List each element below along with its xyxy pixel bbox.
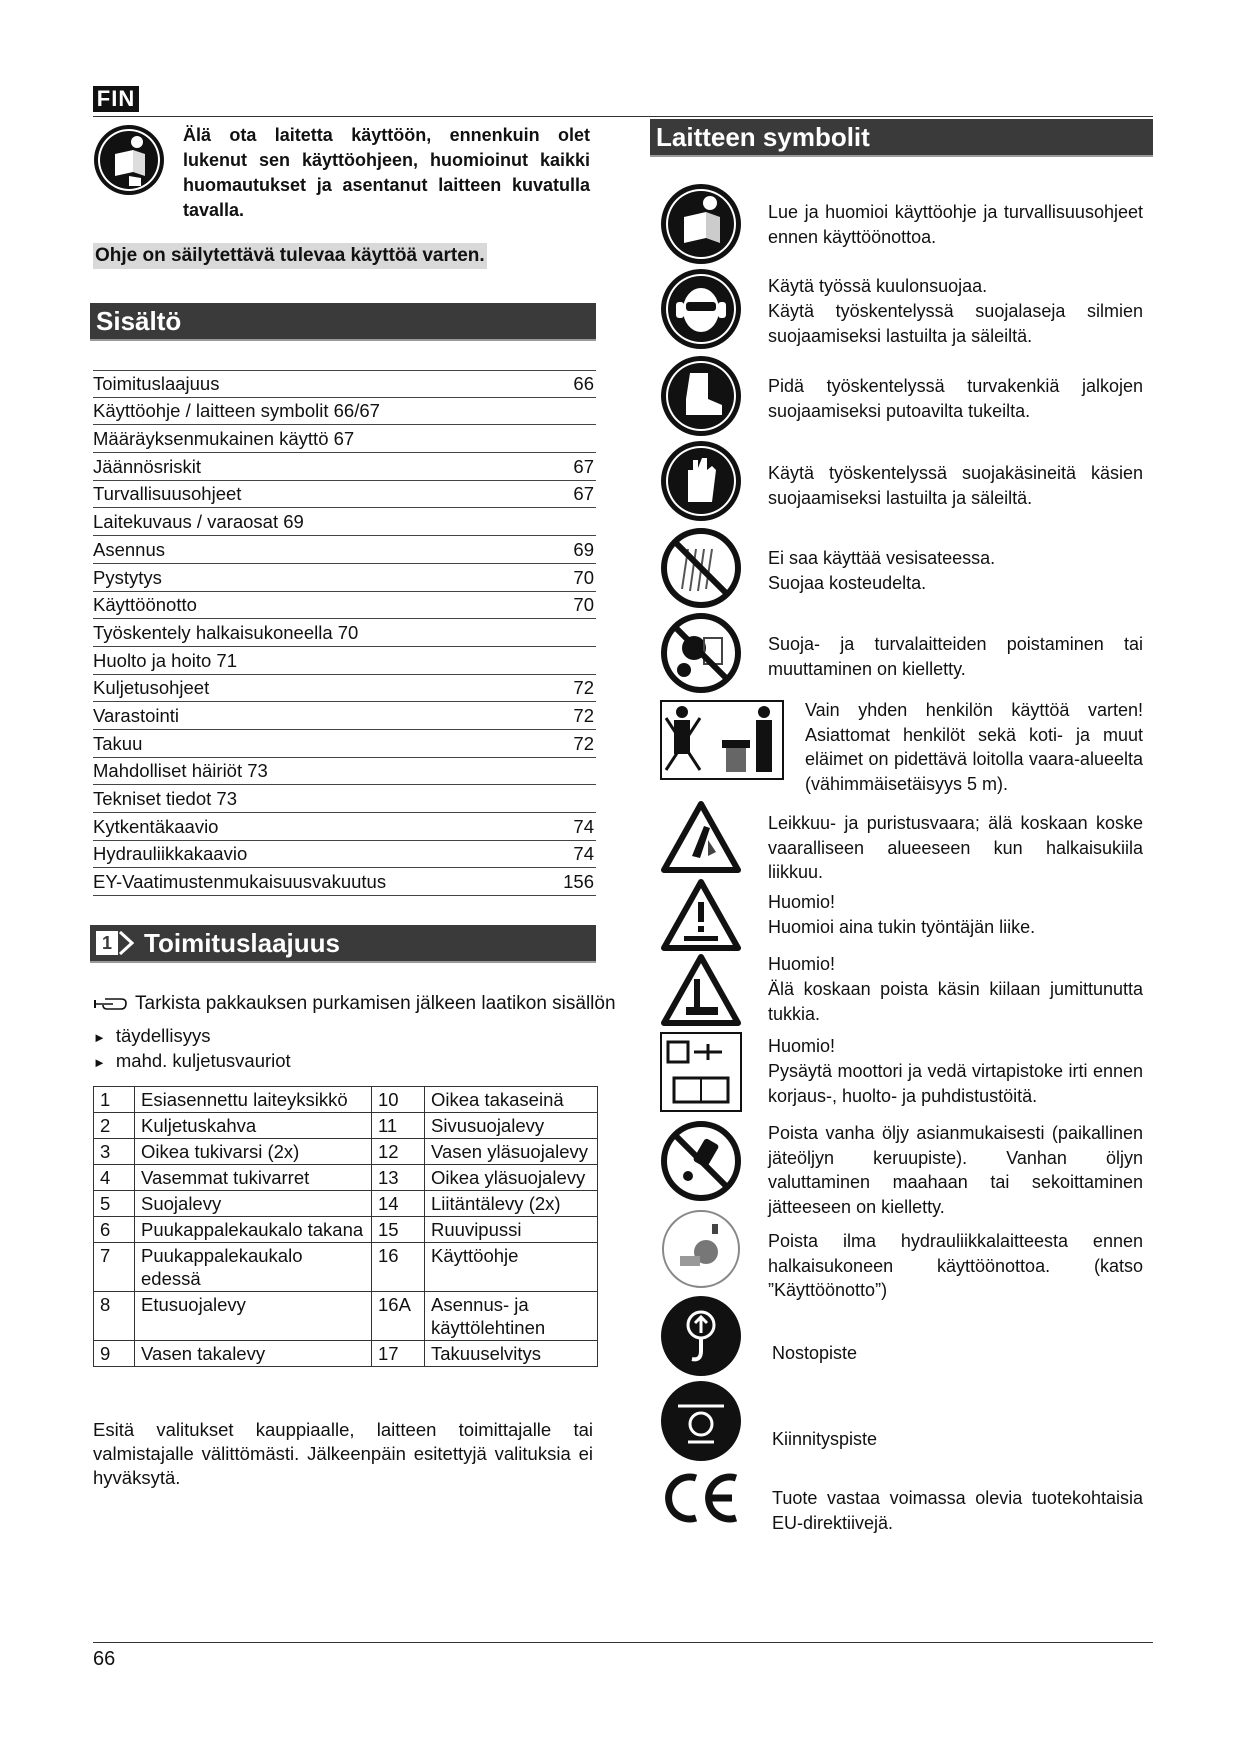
keep-manual-note: Ohje on säilytettävä tulevaa käyttöä varten. (93, 243, 487, 269)
toc-label: Hydrauliikkakaavio (93, 843, 248, 865)
part-number: 3 (94, 1139, 135, 1165)
toc-item (93, 536, 596, 564)
bullet-arrow-icon: ► (93, 1055, 106, 1070)
toc-label: Takuu (93, 732, 143, 754)
bullet-arrow-icon: ► (93, 1030, 106, 1045)
table-row (94, 1217, 598, 1243)
unpack-hint (93, 993, 616, 1015)
toc-item (93, 453, 596, 481)
toc-page: 72 (573, 677, 594, 699)
toc-page: 72 (573, 704, 594, 726)
toc-item (93, 592, 596, 620)
complaint-note: Esitä valitukset kauppiaalle, laitteen toimittajalle tai valmistajalle välittömästi. Jälkeenpäin esitettyjä valituksia ei hyväksytä. (93, 1419, 593, 1488)
hydraulic-vent-icon (660, 1208, 742, 1290)
pusher-warning-icon (660, 878, 742, 952)
symbols-heading: Laitteen symbolit (650, 119, 1153, 157)
no-oil-dumping-icon (660, 1120, 742, 1202)
part-name: Oikea tukivarsi (2x) (135, 1139, 372, 1165)
lifting-point-icon (660, 1295, 742, 1377)
read-manual-icon (660, 183, 742, 265)
part-name: Vasemmat tukivarret (135, 1165, 372, 1191)
symbol-text: Älä koskaan poista käsin kiilaan jumittunutta tukkia. (768, 979, 1143, 1024)
symbol-text: Huomio! (768, 1036, 836, 1056)
toc-page: 66 (573, 372, 594, 394)
toc-label: Varastointi (93, 704, 180, 726)
toc-item (93, 619, 596, 647)
jammed-log-warning-icon (660, 953, 742, 1027)
symbol-text: Pysäytä moottori ja vedä virtapistoke irti ennen korjaus-, huolto- ja puhdistustöitä. (768, 1061, 1143, 1106)
pointing-hand-icon (93, 996, 127, 1012)
symbol-text: Suojaa kosteudelta. (768, 573, 927, 593)
toc-item (93, 841, 596, 869)
toc-item (93, 702, 596, 730)
toc-page: 67 (573, 483, 594, 505)
section-number-badge (96, 928, 134, 958)
toc-label: Jäännösriskit (93, 455, 201, 477)
symbol-text: Käytä työskentelyssä suojakäsineitä käsien suojaamiseksi lastuilta ja säleiltä. (768, 463, 1143, 508)
toc-label: Käyttöohje / laitteen symbolit 66/67 (93, 400, 380, 422)
symbol-text: Huomio! (768, 892, 836, 912)
toc-page: 67 (573, 455, 594, 477)
toc-page: 70 (573, 566, 594, 588)
symbol-text: Vain yhden henkilön käyttöä varten! Asiattomat henkilöt sekä koti- ja muut eläimet on pidettävä loitolla vaara-alueelta (vähimmäisetäisyys 5 m). (805, 700, 1143, 794)
toc-label: Työskentely halkaisukoneella 70 (93, 621, 359, 643)
toc-item (93, 647, 596, 675)
no-guard-removal-icon (660, 612, 742, 694)
chevron-right-icon (118, 930, 134, 956)
toc-page: 72 (573, 732, 594, 754)
symbol-text: Poista ilma hydrauliikkalaitteesta ennen halkaisukoneen käyttöönottoa. (katso ”Käyttöönotto”) (768, 1231, 1143, 1300)
toc-label: Mahdolliset häiriöt 73 (93, 760, 268, 782)
toc-label: Huolto ja hoito 71 (93, 649, 237, 671)
symbol-text: Suoja- ja turvalaitteiden poistaminen tai muuttaminen on kielletty. (768, 634, 1143, 679)
part-name: Sivusuojalevy (425, 1113, 598, 1139)
part-number: 14 (372, 1191, 425, 1217)
intro-warning: Älä ota laitetta käyttöön, ennenkuin olet lukenut sen käyttöohjeen, huomioinut kaikki huomautukset ja asentanut laitteen kuvatulla tavalla. (183, 125, 590, 220)
part-number: 16 (372, 1243, 425, 1292)
toc-item (93, 508, 596, 536)
symbol-text: Poista vanha öljy asianmukaisesti (paikallinen jäteöljyn keruupiste). Vanhan öljyn valuttaminen maahaan tai sekoittaminen jätteeseen on kielletty. (768, 1123, 1143, 1217)
part-name: Oikea yläsuojalevy (425, 1165, 598, 1191)
symbol-text: Käytä työskentelyssä suojalaseja silmien suojaamiseksi lastuilta ja säleiltä. (768, 301, 1143, 346)
table-row (94, 1139, 598, 1165)
part-number: 4 (94, 1165, 135, 1191)
toc-label: Kuljetusohjeet (93, 677, 210, 699)
part-number: 6 (94, 1217, 135, 1243)
toc-item (93, 481, 596, 509)
delivery-title: Toimituslaajuus (144, 928, 341, 958)
toc-page: 74 (573, 843, 594, 865)
toc-item (93, 730, 596, 758)
one-operator-icon (660, 700, 784, 780)
parts-table (93, 1086, 598, 1367)
part-number: 5 (94, 1191, 135, 1217)
no-rain-icon (660, 527, 742, 609)
table-row (94, 1165, 598, 1191)
toc-heading: Sisältö (90, 303, 596, 341)
toc-label: Toimituslaajuus (93, 372, 220, 394)
symbol-text: Käytä työssä kuulonsuojaa. (768, 276, 988, 296)
toc-item (93, 785, 596, 813)
symbol-text: Huomioi aina tukin työntäjän liike. (768, 917, 1036, 937)
part-name: Oikea takaseinä (425, 1087, 598, 1113)
toc-item (93, 425, 596, 453)
symbol-text: Huomio! (768, 954, 836, 974)
toc-page: 69 (573, 538, 594, 560)
part-number: 9 (94, 1341, 135, 1367)
table-row (94, 1191, 598, 1217)
toc-label: EY-Vaatimustenmukaisuusvakuutus (93, 871, 387, 893)
part-number: 2 (94, 1113, 135, 1139)
toc-page: 156 (563, 871, 594, 893)
top-rule (93, 116, 1153, 117)
part-number: 17 (372, 1341, 425, 1367)
part-number: 7 (94, 1243, 135, 1292)
symbol-text: Nostopiste (772, 1343, 858, 1363)
part-name: Liitäntälevy (2x) (425, 1191, 598, 1217)
table-of-contents (93, 370, 596, 896)
page-number: 66 (93, 1648, 116, 1670)
toc-label: Turvallisuusohjeet (93, 483, 242, 505)
footer-rule (93, 1642, 1153, 1643)
part-name: Käyttöohje (425, 1243, 598, 1292)
symbol-text: Pidä työskentelyssä turvakenkiä jalkojen suojaamiseksi putoavilta tukeilta. (768, 376, 1143, 421)
part-number: 13 (372, 1165, 425, 1191)
toc-item (93, 370, 596, 398)
bullet-item: ► täydellisyys (93, 1025, 211, 1046)
toc-page: 70 (573, 594, 594, 616)
part-name: Etusuojalevy (135, 1292, 372, 1341)
unplug-before-service-icon (660, 1032, 742, 1112)
toc-label: Määräyksenmukainen käyttö 67 (93, 428, 355, 450)
part-name: Suojalevy (135, 1191, 372, 1217)
part-name: Vasen yläsuojalevy (425, 1139, 598, 1165)
table-row (94, 1113, 598, 1139)
part-name: Asennus- ja käyttölehtinen (425, 1292, 598, 1341)
part-name: Kuljetuskahva (135, 1113, 372, 1139)
part-name: Esiasennettu laiteyksikkö (135, 1087, 372, 1113)
language-badge: FIN (93, 86, 139, 112)
bullet-item: ► mahd. kuljetusvauriot (93, 1050, 291, 1071)
read-manual-icon (93, 124, 165, 196)
safety-boot-icon (660, 355, 742, 437)
toc-label: Tekniset tiedot 73 (93, 788, 237, 809)
crush-hazard-icon (660, 800, 742, 874)
part-name: Takuuselvitys (425, 1341, 598, 1367)
symbol-text: Lue ja huomioi käyttöohje ja turvallisuusohjeet ennen käyttöönottoa. (768, 202, 1143, 247)
part-number: 8 (94, 1292, 135, 1341)
toc-item (93, 868, 596, 896)
part-number: 12 (372, 1139, 425, 1165)
toc-label: Pystytys (93, 566, 162, 588)
table-row (94, 1292, 598, 1341)
toc-label: Asennus (93, 538, 165, 560)
ear-eye-protection-icon (660, 268, 742, 350)
toc-item (93, 564, 596, 592)
toc-label: Käyttöönotto (93, 594, 197, 616)
toc-page: 74 (573, 815, 594, 837)
toc-item (93, 813, 596, 841)
table-row (94, 1341, 598, 1367)
part-number: 1 (94, 1087, 135, 1113)
toc-item (93, 675, 596, 703)
part-name: Ruuvipussi (425, 1217, 598, 1243)
symbol-text: Ei saa käyttää vesisateessa. (768, 548, 996, 568)
unpack-hint-text: Tarkista pakkauksen purkamisen jälkeen laatikon sisällön (135, 993, 616, 1014)
symbol-text: Leikkuu- ja puristusvaara; älä koskaan koske vaaralliseen alueeseen kun halkaisukiila liikkuu. (768, 813, 1143, 882)
part-number: 16A (372, 1292, 425, 1341)
table-row (94, 1087, 598, 1113)
gloves-icon (660, 440, 742, 522)
part-name: Vasen takalevy (135, 1341, 372, 1367)
toc-item (93, 758, 596, 786)
toc-item (93, 398, 596, 426)
section-number: 1 (96, 931, 118, 955)
part-number: 15 (372, 1217, 425, 1243)
part-number: 10 (372, 1087, 425, 1113)
toc-label: Laitekuvaus / varaosat 69 (93, 511, 304, 533)
toc-label: Kytkentäkaavio (93, 815, 219, 837)
part-name: Puukappalekaukalo takana (135, 1217, 372, 1243)
delivery-heading (90, 925, 596, 963)
part-number: 11 (372, 1113, 425, 1139)
tie-down-point-icon (660, 1380, 742, 1462)
symbol-text: Kiinnityspiste (772, 1429, 878, 1449)
symbol-text: Tuote vastaa voimassa olevia tuotekohtaisia EU-direktiivejä. (772, 1488, 1143, 1533)
table-row (94, 1243, 598, 1292)
part-name: Puukappalekaukalo edessä (135, 1243, 372, 1292)
ce-mark-icon (660, 1468, 742, 1528)
